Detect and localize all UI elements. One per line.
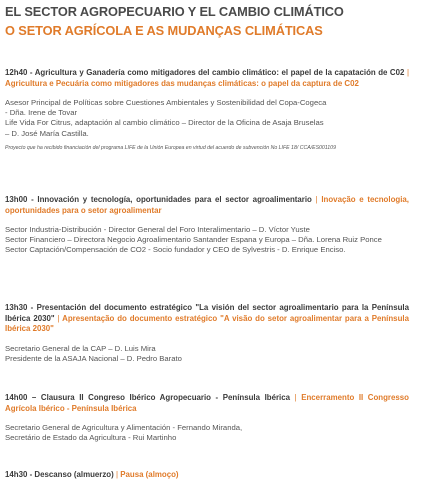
session-title	[5, 195, 409, 216]
speaker-line: Secretario General de la CAP – D. Luis Mira	[5, 343, 156, 353]
session-title-es: 14h30 - Descanso (almuerzo)	[5, 470, 114, 479]
session-title-pt: Inovação e tecnologia, oportunidades para o setor agroalimentar	[5, 195, 409, 215]
speaker-line: Sector Industria-Distribución - Director General del Foro Interalimentario – D. Víctor Yuste	[5, 225, 310, 234]
session-block	[5, 195, 409, 256]
speaker-line: Sector Captación/Compensación de CO2 - Socio fundador y CEO de Sylvestris - D. Enrique Enciso.	[5, 245, 346, 255]
session-title-pt: Encerramento II Congresso Agrícola Ibérico - Península Ibérica	[5, 393, 409, 413]
title-separator: |	[57, 313, 60, 323]
session-block	[5, 68, 409, 152]
header-title-es: EL SECTOR AGROPECUARIO Y EL CAMBIO CLIMÁTICO	[5, 4, 344, 19]
speaker-line: Secretário de Estado da Agricultura - Rui Martinho	[5, 433, 177, 443]
session-block	[5, 393, 409, 443]
session-block	[5, 303, 409, 364]
title-separator: |	[406, 68, 409, 77]
speaker-line: - Dña. Irene de Tovar	[5, 108, 78, 118]
title-separator: |	[115, 470, 119, 479]
title-separator: |	[294, 393, 297, 402]
session-title-es: 13h00 - Innovación y tecnología, oportunidades para el sector agroalimentario	[5, 195, 312, 204]
header-title-pt: O SETOR AGRÍCOLA E AS MUDANÇAS CLIMÁTICAS	[5, 23, 323, 38]
session-title	[5, 303, 409, 335]
session-title-pt: Pausa (almoço)	[120, 470, 179, 479]
funding-note: Proyecto que ha recibido financiación del programa LIFE de la Unión Europea en virtud del acuerdo de subvención No LIFE 18/ CCA/ES001109	[5, 144, 336, 151]
speaker-line: Sector Financiero – Directora Negocio Agroalimentario Santander Espana y Europa – Dña. Lorena Ruiz Ponce	[5, 235, 382, 245]
session-block	[5, 470, 409, 481]
session-title-pt: Agricultura e Pecuária como mitigadores das mudanças climáticas: o papel da captura de C02	[5, 78, 359, 88]
session-title-pt: Apresentação do documento estratégico "A visão do setor agroalimentar para a Península Ibérica 2030"	[5, 313, 409, 333]
session-title-es: 13h30 - Presentación del documento estratégico "La visión del sector agroalimentario para la Península Ibérica 2030"	[5, 303, 409, 323]
speaker-line: – D. José María Castilla.	[5, 128, 89, 138]
session-title	[5, 68, 409, 89]
speaker-line: Presidente de la ASAJA Nacional – D. Pedro Barato	[5, 353, 182, 363]
speaker-line: Secretario General de Agricultura y Alimentación - Fernando Miranda,	[5, 423, 243, 432]
session-title-es: 12h40 - Agricultura y Ganadería como mitigadores del cambio climático: el papel de la capatación de C02	[5, 68, 405, 77]
speaker-line: Life Vida For Citrus, adaptación al cambio climático – Director de la Oficina de Asaja Bruselas	[5, 118, 324, 128]
session-title	[5, 470, 409, 481]
title-separator: |	[315, 195, 318, 204]
speaker-line: Asesor Principal de Políticas sobre Cuestiones Ambientales y Sostenibilidad del Copa-Cogeca	[5, 98, 327, 107]
session-title-es: 14h00 – Clausura II Congreso Ibérico Agropecuario - Península Ibérica	[5, 393, 291, 402]
session-title	[5, 393, 409, 414]
